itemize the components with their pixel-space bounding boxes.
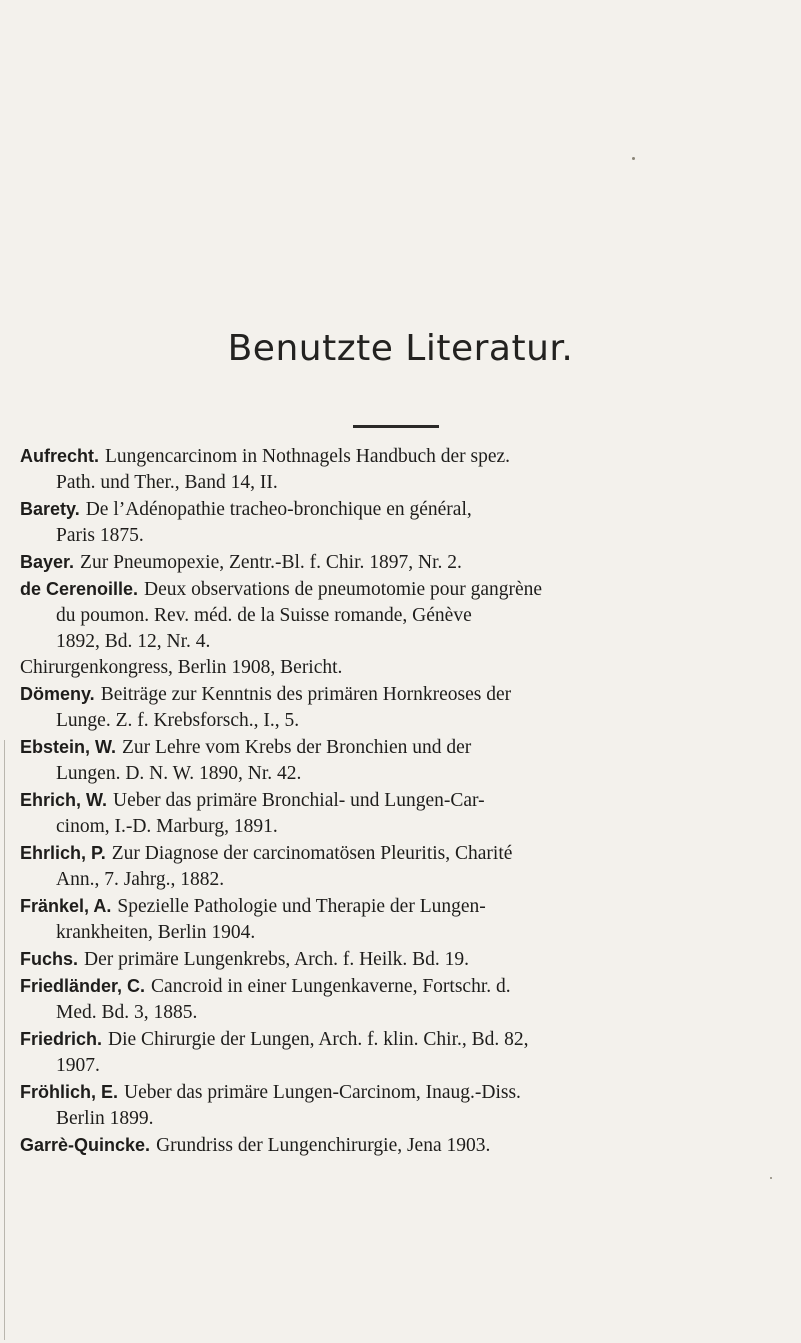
reference-text-line: Paris 1875. bbox=[56, 525, 144, 546]
reference-text-line: Der primäre Lungenkrebs, Arch. f. Heilk. Bd. 19. bbox=[84, 949, 470, 970]
reference-entry bbox=[20, 496, 795, 549]
reference-entry bbox=[20, 1132, 795, 1159]
reference-text-line: Chirurgenkongress, Berlin 1908, Bericht. bbox=[20, 657, 343, 678]
reference-text-line: Deux observations de pneumotomie pour gangrène bbox=[144, 579, 543, 600]
reference-text-line: Die Chirurgie der Lungen, Arch. f. klin. Chir., Bd. 82, bbox=[108, 1029, 529, 1050]
reference-entry bbox=[20, 1026, 795, 1079]
reference-entry bbox=[20, 549, 795, 576]
paper-speck bbox=[632, 157, 635, 160]
reference-author: Fuchs. bbox=[20, 949, 79, 969]
reference-text-line: Zur Diagnose der carcinomatösen Pleuritis, Charité bbox=[111, 843, 513, 864]
reference-text-line: cinom, I.-D. Marburg, 1891. bbox=[56, 816, 278, 837]
reference-text-line: Cancroid in einer Lungenkaverne, Fortschr. d. bbox=[151, 976, 511, 997]
title-rule bbox=[353, 425, 439, 428]
reference-text-line: Spezielle Pathologie und Therapie der Lungen- bbox=[117, 896, 486, 917]
reference-text-line: De l’Adénopathie tracheo-bronchique en général, bbox=[85, 499, 472, 520]
reference-entry bbox=[20, 973, 795, 1026]
reference-author: Friedrich. bbox=[20, 1029, 103, 1049]
reference-entry bbox=[20, 946, 795, 973]
reference-author: Fränkel, A. bbox=[20, 896, 112, 916]
reference-text-line: Lungen. D. N. W. 1890, Nr. 42. bbox=[56, 763, 302, 784]
reference-author: Garrè-Quincke. bbox=[20, 1135, 151, 1155]
reference-text-line: Ueber das primäre Bronchial- und Lungen-Car- bbox=[113, 790, 485, 811]
reference-entry bbox=[20, 655, 795, 681]
reference-text-line: Zur Pneumopexie, Zentr.-Bl. f. Chir. 1897, Nr. 2. bbox=[80, 552, 462, 573]
reference-entry bbox=[20, 787, 795, 840]
page-edge-line bbox=[4, 740, 5, 1340]
reference-author: Ehrlich, P. bbox=[20, 843, 106, 863]
reference-entry bbox=[20, 893, 795, 946]
reference-entry bbox=[20, 443, 795, 496]
reference-text-line: Ann., 7. Jahrg., 1882. bbox=[56, 869, 225, 890]
reference-text-line: 1892, Bd. 12, Nr. 4. bbox=[56, 631, 211, 652]
reference-author: Bayer. bbox=[20, 552, 75, 572]
reference-text-line: Lungencarcinom in Nothnagels Handbuch der spez. bbox=[105, 446, 511, 467]
paper-speck bbox=[770, 1177, 772, 1179]
reference-entry bbox=[20, 840, 795, 893]
reference-author: de Cerenoille. bbox=[20, 579, 139, 599]
reference-author: Dömeny. bbox=[20, 684, 95, 704]
reference-text-line: krankheiten, Berlin 1904. bbox=[56, 922, 256, 943]
reference-text-line: Beiträge zur Kenntnis des primären Hornkreoses der bbox=[100, 684, 512, 705]
reference-text-line: Zur Lehre vom Krebs der Bronchien und der bbox=[122, 737, 472, 758]
reference-author: Ebstein, W. bbox=[20, 737, 117, 757]
reference-list bbox=[20, 443, 795, 1159]
reference-entry bbox=[20, 734, 795, 787]
reference-author: Ehrich, W. bbox=[20, 790, 108, 810]
reference-text-line: Ueber das primäre Lungen-Carcinom, Inaug.-Diss. bbox=[124, 1082, 521, 1103]
reference-entry bbox=[20, 576, 795, 655]
reference-author: Fröhlich, E. bbox=[20, 1082, 119, 1102]
reference-author: Friedländer, C. bbox=[20, 976, 146, 996]
reference-entry bbox=[20, 1079, 795, 1132]
reference-author: Barety. bbox=[20, 499, 80, 519]
reference-text-line: 1907. bbox=[56, 1055, 100, 1076]
reference-author: Aufrecht. bbox=[20, 446, 100, 466]
reference-text-line: Berlin 1899. bbox=[56, 1108, 154, 1129]
reference-text-line: Lunge. Z. f. Krebsforsch., I., 5. bbox=[56, 710, 300, 731]
reference-text-line: Med. Bd. 3, 1885. bbox=[56, 1002, 198, 1023]
reference-text-line: du poumon. Rev. méd. de la Suisse romande, Génève bbox=[56, 605, 472, 626]
reference-entry bbox=[20, 681, 795, 734]
reference-text-line: Grundriss der Lungenchirurgie, Jena 1903. bbox=[156, 1135, 491, 1156]
page-title: Benutzte Literatur. bbox=[227, 328, 574, 369]
reference-text-line: Path. und Ther., Band 14, II. bbox=[56, 472, 278, 493]
